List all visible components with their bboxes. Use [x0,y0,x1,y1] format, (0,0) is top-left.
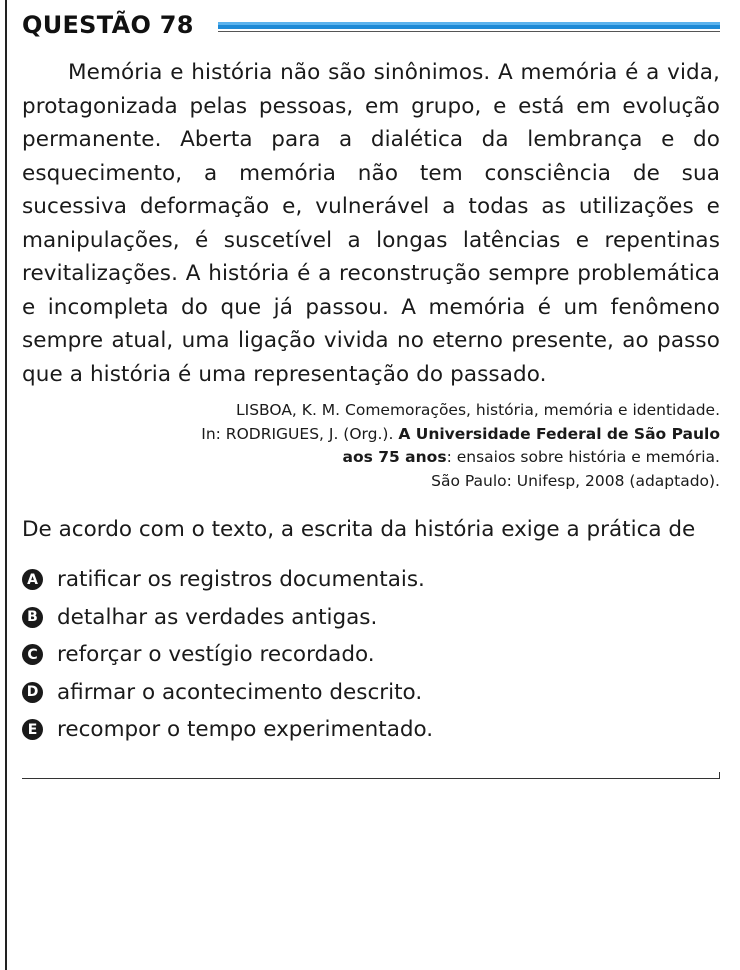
option-c-text: reforçar o vestígio recordado. [57,642,375,668]
page-left-border [5,0,7,970]
option-b[interactable] [22,599,720,637]
option-a-text: ratificar os registros documentais. [57,567,425,593]
citation-line-2 [22,423,720,447]
bottom-rule [22,778,720,779]
option-d[interactable] [22,674,720,712]
option-b-text: detalhar as verdades antigas. [57,604,378,630]
citation-line-4: São Paulo: Unifesp, 2008 (adaptado). [431,471,720,490]
bottom-rule-tick [719,772,720,779]
citation [22,399,720,493]
option-d-letter-icon: D [22,682,43,703]
answer-options [22,561,720,749]
option-e-letter-icon: E [22,719,43,740]
citation-line-2-prefix: In: RODRIGUES, J. (Org.). [201,424,394,443]
question-header [22,8,720,42]
citation-line-3-rest: : ensaios sobre história e memória. [446,448,720,466]
option-d-text: afirmar o acontecimento descrito. [57,679,423,705]
option-e-text: recompor o tempo experimentado. [57,717,434,743]
option-c-letter-icon: C [22,644,43,665]
option-a-letter-icon: A [22,569,43,590]
question-block [22,8,720,749]
option-e[interactable] [22,711,720,749]
citation-line-2-bold: A Universidade Federal de São Paulo [398,424,720,443]
question-prompt: De acordo com o texto, a escrita da história exige a prática de [22,517,696,542]
citation-line-3-bold: aos 75 anos [342,448,447,466]
citation-line-3 [22,446,720,470]
question-title: QUESTÃO 78 [22,11,194,39]
option-c[interactable] [22,636,720,674]
passage-text: Memória e história não são sinônimos. A memória é a vida, protagonizada pelas pessoas, em grupo, e está em evolução permanente. Aberta para a dialética da lembrança e do esquecimento, a memória não tem consciência de sua sucessiva deformação e, vulnerável a todas as utilizações e manipulações, é suscetível a longas latências e repentinas revitalizações. A história é a reconstrução sempre problemática e incompleta do que já passou. A memória é um fenômeno sempre atual, uma ligação vivida no eterno presente, ao passo que a história é uma representação do passado. [22,60,720,387]
option-a[interactable] [22,561,720,599]
title-rule [218,22,720,29]
citation-line-1: LISBOA, K. M. Comemorações, história, memória e identidade. [235,401,720,419]
option-b-letter-icon: B [22,607,43,628]
